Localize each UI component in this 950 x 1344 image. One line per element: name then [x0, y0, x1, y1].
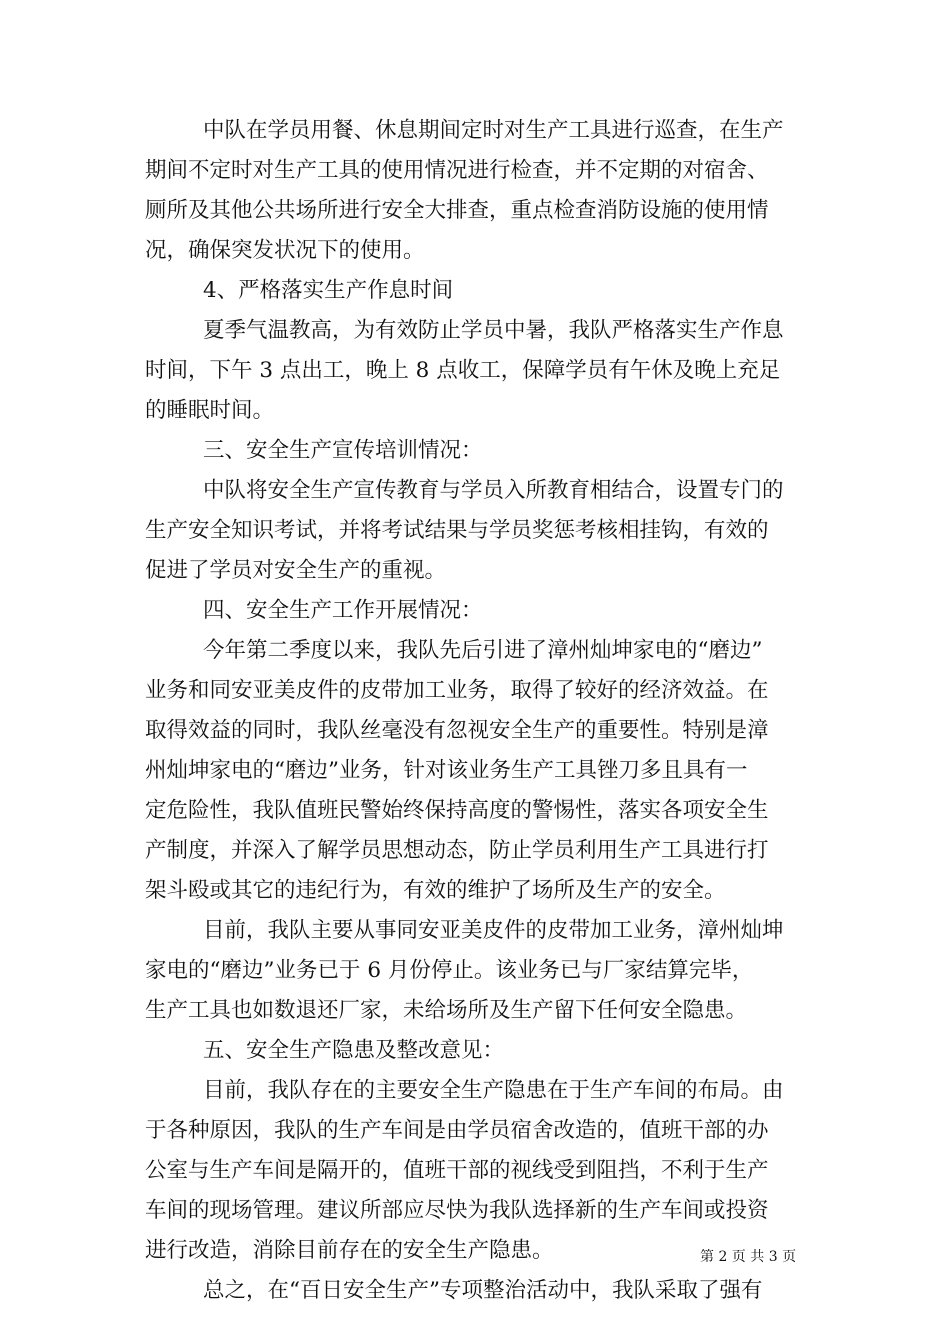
- section-heading: 三、安全生产宣传培训情况：: [203, 438, 483, 463]
- section-heading: 四、安全生产工作开展情况：: [203, 598, 483, 623]
- section-heading: 五、安全生产隐患及整改意见：: [203, 1038, 505, 1063]
- paragraph-line: 时间，下午 3 点出工，晚上 8 点收工，保障学员有午休及晚上充足: [145, 358, 781, 383]
- paragraph-line: 总之，在“百日安全生产”专项整治活动中，我队采取了强有: [203, 1278, 763, 1303]
- paragraph-line: 生产安全知识考试，并将考试结果与学员奖惩考核相挂钩，有效的: [145, 518, 769, 543]
- paragraph-line: 期间不定时对生产工具的使用情况进行检查，并不定期的对宿舍、: [145, 158, 769, 183]
- paragraph-line: 目前，我队主要从事同安亚美皮件的皮带加工业务，漳州灿坤: [203, 918, 784, 943]
- paragraph-line: 州灿坤家电的“磨边”业务，针对该业务生产工具锉刀多且具有一: [145, 758, 748, 783]
- paragraph-line: 促进了学员对安全生产的重视。: [145, 558, 447, 583]
- paragraph-line: 公室与生产车间是隔开的，值班干部的视线受到阻挡，不利于生产: [145, 1158, 769, 1183]
- paragraph-line: 况，确保突发状况下的使用。: [145, 238, 425, 263]
- paragraph-line: 目前，我队存在的主要安全生产隐患在于生产车间的布局。由: [203, 1078, 784, 1103]
- paragraph-line: 今年第二季度以来，我队先后引进了漳州灿坤家电的“磨边”: [203, 638, 763, 663]
- page-number: 第 2 页 共 3 页: [700, 1249, 797, 1265]
- paragraph-line: 业务和同安亚美皮件的皮带加工业务，取得了较好的经济效益。在: [145, 678, 769, 703]
- paragraph-line: 的睡眠时间。: [145, 398, 275, 423]
- paragraph-line: 于各种原因，我队的生产车间是由学员宿舍改造的，值班干部的办: [145, 1118, 769, 1143]
- paragraph-line: 车间的现场管理。建议所部应尽快为我队选择新的生产车间或投资: [145, 1198, 769, 1223]
- paragraph-line: 夏季气温教高，为有效防止学员中暑，我队严格落实生产作息: [203, 318, 784, 343]
- section-heading: 4、严格落实生产作息时间: [203, 278, 454, 303]
- paragraph-line: 中队在学员用餐、休息期间定时对生产工具进行巡查，在生产: [203, 118, 784, 143]
- paragraph-line: 厕所及其他公共场所进行安全大排查，重点检查消防设施的使用情: [145, 198, 769, 223]
- paragraph-line: 架斗殴或其它的违纪行为，有效的维护了场所及生产的安全。: [145, 878, 726, 903]
- paragraph-line: 进行改造，消除目前存在的安全生产隐患。: [145, 1238, 554, 1263]
- paragraph-line: 取得效益的同时，我队丝毫没有忽视安全生产的重要性。特别是漳: [145, 718, 769, 743]
- paragraph-line: 中队将安全生产宣传教育与学员入所教育相结合，设置专门的: [203, 478, 784, 503]
- paragraph-line: 家电的“磨边”业务已于 6 月份停止。该业务已与厂家结算完毕，: [145, 958, 754, 983]
- paragraph-line: 定危险性，我队值班民警始终保持高度的警惕性，落实各项安全生: [145, 798, 769, 823]
- paragraph-line: 生产工具也如数退还厂家，未给场所及生产留下任何安全隐患。: [145, 998, 748, 1023]
- paragraph-line: 产制度，并深入了解学员思想动态，防止学员利用生产工具进行打: [145, 838, 769, 863]
